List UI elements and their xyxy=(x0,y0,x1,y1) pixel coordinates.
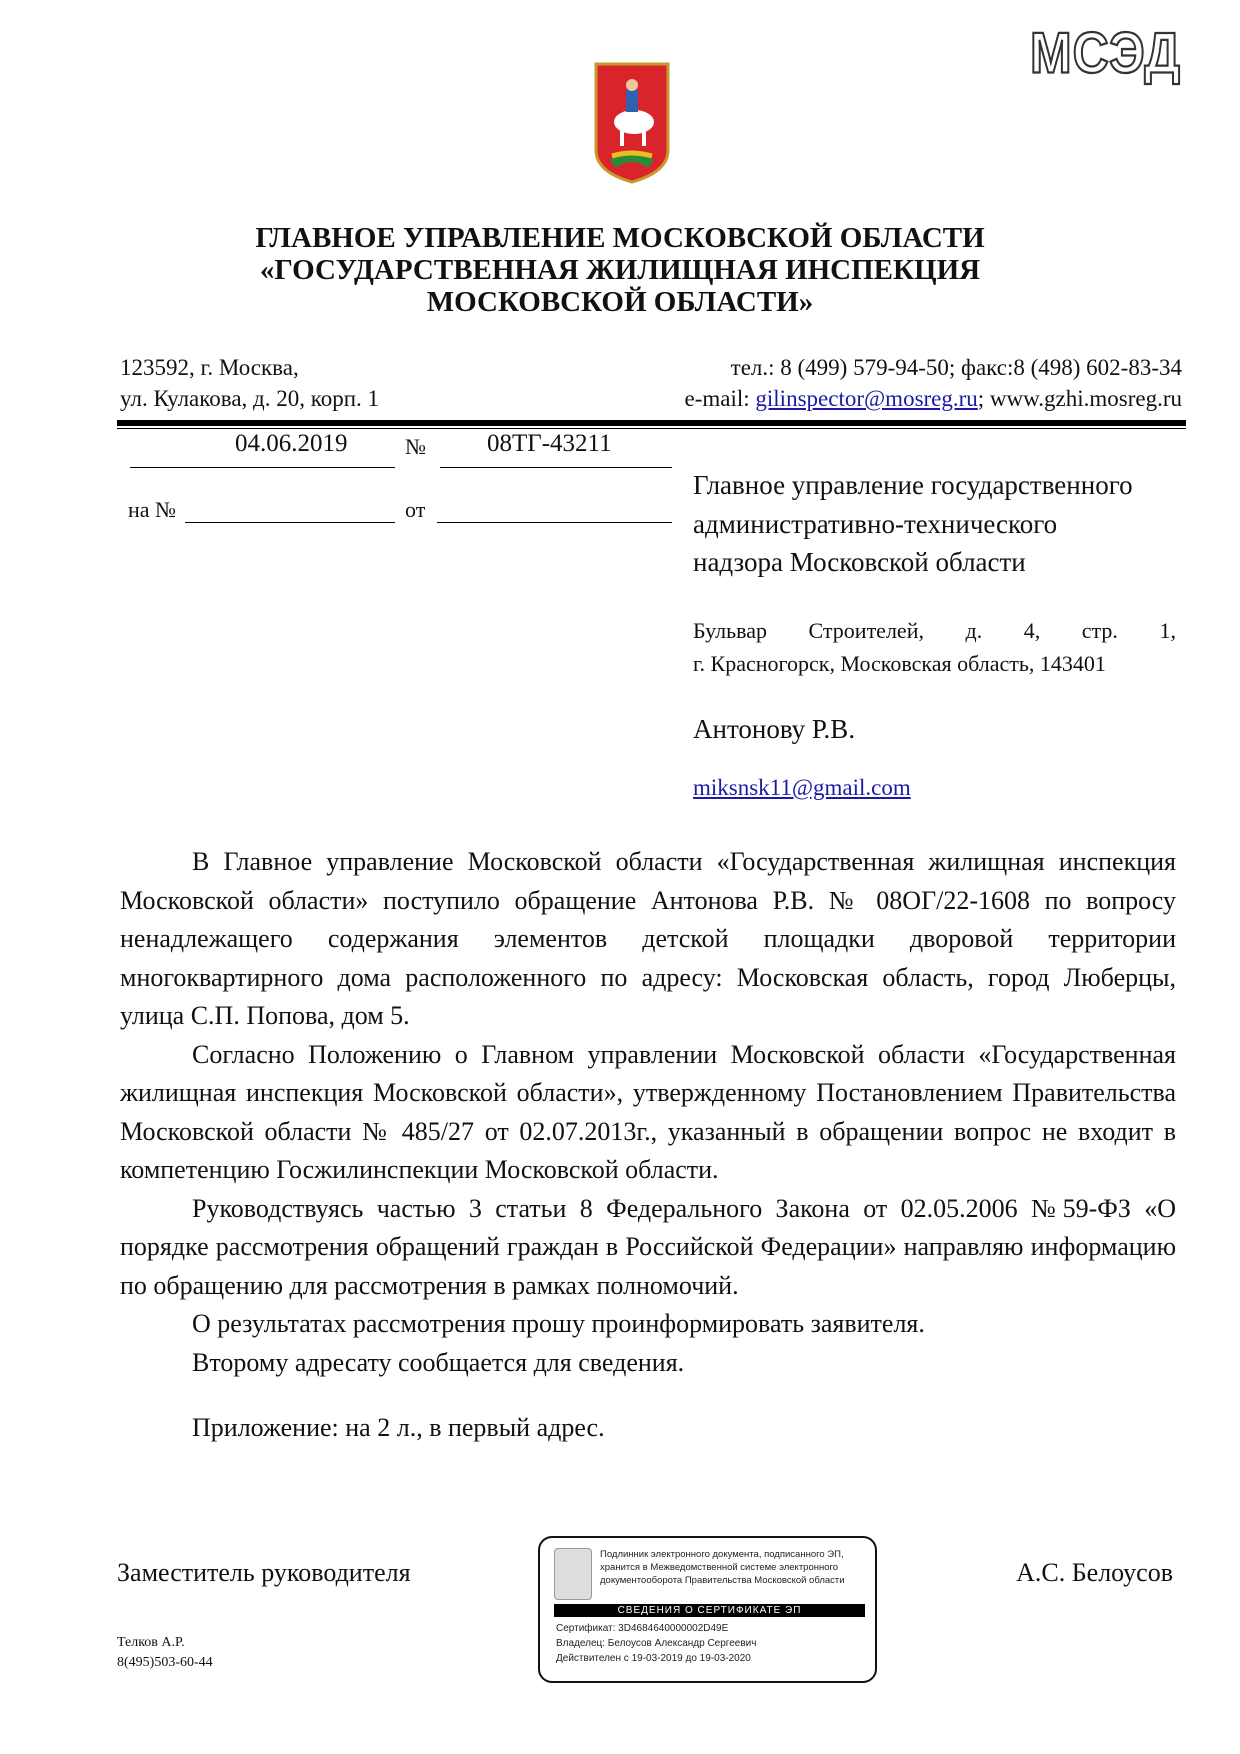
number-underline xyxy=(440,467,672,468)
executor-name: Телков А.Р. xyxy=(117,1635,185,1650)
recipient-line: Главное управление государственного xyxy=(693,470,1133,500)
stamp-note: Подлинник электронного документа, подписанного ЭП, хранится в Межведомственной системе электронного документооборота Правительства Московской области xyxy=(600,1549,845,1586)
msed-logo: МСЭД xyxy=(1030,20,1182,86)
title-line: МОСКОВСКОЙ ОБЛАСТИ» xyxy=(426,286,814,318)
header-divider-thick xyxy=(117,420,1186,426)
stamp-certificate: Сертификат: 3D4684640000002D49E xyxy=(556,1623,729,1634)
body-paragraph: Руководствуясь частью 3 статьи 8 Федерального Закона от 02.05.2006 №59-ФЗ «О порядке рассмотрения обращений граждан в Российской Федерации» направляю информацию по обращению для рассмотрения в рамках полномочий. xyxy=(120,1193,1176,1300)
body-paragraph: Второму адресату сообщается для сведения. xyxy=(192,1347,685,1377)
recipient-line: надзора Московской области xyxy=(693,547,1026,577)
number-sign: № xyxy=(405,434,426,459)
address-word: 1, xyxy=(1159,618,1176,643)
attachment-note: Приложение: на 2 л., в первый адрес. xyxy=(192,1413,605,1442)
address-word: 4, xyxy=(1023,618,1041,643)
recipient-address xyxy=(693,614,1176,680)
recipient-person: Антонову Р.В. xyxy=(693,714,856,744)
document-date: 04.06.2019 xyxy=(235,430,348,457)
stamp-validity: Действителен с 19-03-2019 до 19-03-2020 xyxy=(556,1653,751,1664)
address-line: ул. Кулакова, д. 20, корп. 1 xyxy=(120,386,380,411)
title-line: «ГОСУДАРСТВЕННАЯ ЖИЛИЩНАЯ ИНСПЕКЦИЯ xyxy=(259,254,981,286)
coat-of-arms-icon xyxy=(592,60,672,184)
issuer-contacts xyxy=(685,352,1182,414)
executor-info xyxy=(117,1633,213,1673)
ref-number-underline xyxy=(185,522,395,523)
ref-from-underline xyxy=(437,522,672,523)
address-word: д. xyxy=(965,618,983,643)
signer-position: Заместитель руководителя xyxy=(117,1558,411,1587)
address-word: Бульвар xyxy=(693,618,767,643)
phone-line: тел.: 8 (499) 579-94-50; факс:8 (498) 602-83-34 xyxy=(730,355,1182,380)
document-number: 08ТГ-43211 xyxy=(487,430,612,457)
issuer-address xyxy=(120,352,379,414)
address-line: 123592, г. Москва, xyxy=(120,355,299,380)
city-line: г. Красногорск, Московская область, 143401 xyxy=(693,651,1106,676)
title-line: ГЛАВНОЕ УПРАВЛЕНИЕ МОСКОВСКОЙ ОБЛАСТИ xyxy=(255,222,985,254)
website: ; www.gzhi.mosreg.ru xyxy=(977,386,1182,411)
recipient-line: административно-технического xyxy=(693,508,1058,539)
letter-body xyxy=(120,843,1176,1448)
email-label: e-mail: xyxy=(684,386,756,411)
ref-from-label: от xyxy=(405,497,426,522)
issuer-email-link[interactable]: gilinspector@mosreg.ru xyxy=(755,386,978,411)
emblem-icon xyxy=(554,1548,592,1600)
recipient-email-link[interactable]: miksnsk11@gmail.com xyxy=(693,775,911,800)
header-divider-thin xyxy=(117,428,1186,429)
ref-number-label: на № xyxy=(128,497,177,522)
issuer-title xyxy=(0,222,1240,318)
body-paragraph: В Главное управление Московской области «Государственная жилищная инспекция Московской области» поступило обращение Антонова Р.В. № 08ОГ/22-1608 по вопросу ненадлежащего содержания элементов детской площадки дворовой территории многоквартирного дома расположенного по адресу: Московская область, город Люберцы, улица С.П. Попова, дом 5. xyxy=(120,847,1176,1030)
body-paragraph: О результатах рассмотрения прошу проинформировать заявителя. xyxy=(192,1309,925,1338)
address-word: Строителей, xyxy=(808,618,924,643)
executor-phone: 8(495)503-60-44 xyxy=(117,1655,213,1670)
body-paragraph: Согласно Положению о Главном управлении Московской области «Государственная жилищная инспекция Московской области», утвержденному Постановлением Правительства Московской области № 485/27 от 02.07.2013г., указанный в обращении вопрос не входит в компетенцию Госжилинспекции Московской области. xyxy=(120,1039,1176,1184)
electronic-signature-stamp xyxy=(538,1536,877,1683)
stamp-owner: Владелец: Белоусов Александр Сергеевич xyxy=(556,1638,757,1649)
address-word: стр. xyxy=(1081,618,1118,643)
stamp-header: СВЕДЕНИЯ О СЕРТИФИКАТЕ ЭП xyxy=(554,1604,865,1617)
signer-name: А.С. Белоусов xyxy=(1016,1558,1173,1587)
date-underline xyxy=(130,467,395,468)
recipient-organization xyxy=(693,466,1183,582)
